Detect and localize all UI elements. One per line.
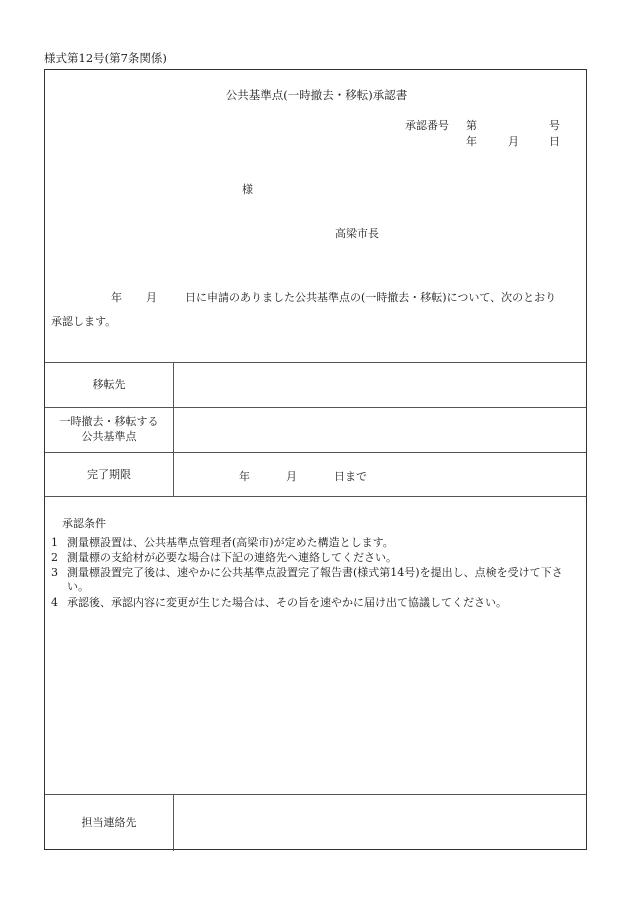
issuer-name: 高梁市長 (335, 227, 379, 240)
approval-number-suffix: 号 (549, 119, 560, 132)
body-text-line2: 承認します。 (51, 315, 117, 328)
condition-item: 4 承認後、承認内容に変更が生じた場合は、その旨を速やかに届け出て協議してください。 (51, 596, 507, 609)
document-title: 公共基準点(一時撤去・移転)承認書 (225, 88, 408, 102)
date-month: 月 (508, 135, 519, 148)
condition-item: 3 測量標設置完了後は、速やかに公共基準点設置完了報告書(様式第14号)を提出し、点検を受けて下さい。 (51, 566, 563, 593)
destination-label: 移転先 (92, 378, 126, 391)
target-point-label-line2: 公共基準点 (81, 430, 137, 443)
table-divider (45, 452, 586, 453)
condition-item: 1 測量標設置は、公共基準点管理者(高梁市)が定めた構造とします。 (51, 536, 394, 549)
table-divider (45, 407, 586, 408)
form-number-label: 様式第12号(第7条関係) (44, 51, 167, 65)
target-point-label-line1: 一時撤去・移転する (59, 415, 159, 428)
deadline-month: 月 (286, 470, 297, 483)
table-divider (45, 794, 586, 795)
recipient-suffix: 様 (242, 183, 253, 196)
contact-label: 担当連絡先 (81, 816, 137, 829)
approval-number-prefix: 第 (466, 119, 477, 132)
body-month: 月 (146, 291, 157, 304)
conditions-heading: 承認条件 (62, 517, 106, 530)
deadline-label: 完了期限 (87, 468, 131, 481)
deadline-year: 年 (239, 470, 250, 483)
table-column-divider (173, 794, 174, 851)
condition-item: 2 測量標の支給材が必要な場合は下記の連絡先へ連絡してください。 (51, 551, 397, 564)
deadline-day: 日まで (334, 470, 367, 483)
date-day: 日 (549, 135, 560, 148)
table-divider (45, 496, 586, 497)
table-divider (45, 362, 586, 363)
approval-number-label: 承認番号 (405, 119, 449, 132)
date-year: 年 (466, 135, 477, 148)
approval-form (44, 69, 587, 850)
body-text-line1: 日に申請のありました公共基準点の(一時撤去・移転)について、次のとおり (185, 291, 557, 304)
body-year: 年 (111, 291, 122, 304)
table-column-divider (173, 362, 174, 496)
